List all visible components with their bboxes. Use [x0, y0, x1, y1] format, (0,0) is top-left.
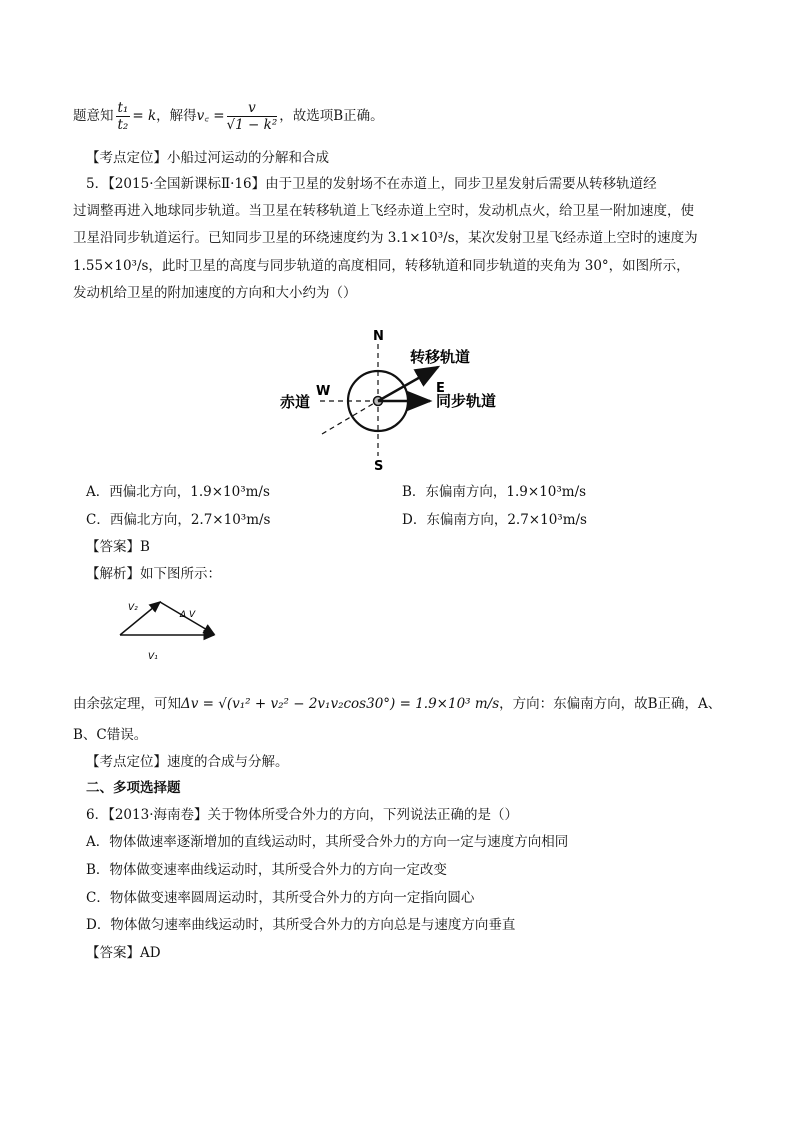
- label-w: W: [316, 384, 331, 399]
- option-c: C．西偏北方向，2.7×10³m/s: [86, 512, 271, 528]
- solution-line: [73, 100, 384, 133]
- text-lead: 题意知: [73, 108, 114, 124]
- q6-stem: 6．【2013·海南卷】关于物体所受合外力的方向，下列说法正确的是（）: [86, 807, 518, 823]
- equation-k: = k: [132, 108, 157, 124]
- fraction-t1-t2: $\frac{\text{t₁}}{\text{t₂}}$: [117, 100, 129, 133]
- label-dv: Δ V: [180, 610, 196, 620]
- label-transfer-orbit: 转移轨道: [410, 348, 471, 366]
- q5-line-3: 卫星沿同步轨道运行。已知同步卫星的环绕速度约为 3.1×10³/s，某次发射卫星飞经赤道上空时的速度为: [73, 230, 698, 246]
- label-n: N: [373, 329, 384, 344]
- q6-option-a: A．物体做速率逐渐增加的直线运动时，其所受合外力的方向一定与速度方向相同: [86, 834, 569, 850]
- text-tail: ，故选项B正确。: [279, 108, 384, 124]
- kaodian-2: 【考点定位】速度的合成与分解。: [86, 754, 289, 770]
- q5-line-5: 发动机给卫星的附加速度的方向和大小约为（）: [73, 285, 357, 301]
- vector-triangle: [110, 595, 230, 665]
- option-d: D．东偏南方向，2.7×10³m/s: [402, 512, 587, 528]
- q5-line-4: 1.55×10³/s，此时卫星的高度与同步轨道的高度相同，转移轨道和同步轨道的夹角为 30°，如图所示，: [73, 258, 690, 274]
- cosine-law-line: 由余弦定理，可知Δv = √(v₁² + v₂² − 2v₁v₂cos30°) = 1.9×10³ m/s，方向：东偏南方向，故B正确，A、: [73, 696, 722, 712]
- label-e: E: [436, 381, 445, 396]
- analysis-5: 【解析】如下图所示：: [86, 566, 221, 582]
- option-a: A．西偏北方向，1.9×10³m/s: [86, 484, 270, 500]
- q6-option-d: D．物体做匀速率曲线运动时，其所受合外力的方向总是与速度方向垂直: [86, 917, 516, 933]
- q6-option-b: B．物体做变速率曲线运动时，其所受合外力的方向一定改变: [86, 862, 447, 878]
- answer-5: 【答案】B: [86, 539, 150, 555]
- label-v2: V₂: [128, 603, 138, 613]
- fraction-v: $\frac{v}{\text{√1 − k²}}$: [226, 100, 278, 133]
- q5-line-1: 5．【2015·全国新课标Ⅱ·16】由于卫星的发射场不在赤道上，同步卫星发射后需要从转移轨道经: [86, 176, 657, 192]
- section-title: 二、多项选择题: [86, 780, 181, 796]
- label-equator: 赤道: [280, 393, 311, 411]
- equation-vc: v꜀ =: [196, 108, 225, 124]
- q6-option-c: C．物体做变速率圆周运动时，其所受合外力的方向一定指向圆心: [86, 890, 475, 906]
- label-s: S: [374, 459, 384, 474]
- orbit-diagram: [270, 322, 530, 482]
- option-b: B．东偏南方向，1.9×10³m/s: [402, 484, 587, 500]
- text-mid: ，解得: [156, 108, 197, 124]
- cosine-law-line-2: B、C错误。: [73, 727, 148, 743]
- kaodian-1: 【考点定位】小船过河运动的分解和合成: [86, 150, 329, 166]
- label-v1: V₁: [148, 652, 158, 662]
- vector-v2: [120, 602, 160, 635]
- answer-6: 【答案】AD: [86, 945, 161, 961]
- q5-line-2: 过调整再进入地球同步轨道。当卫星在转移轨道上飞经赤道上空时，发动机点火，给卫星一附加速度，使: [73, 203, 694, 219]
- cosine-formula: Δv = √(v₁² + v₂² − 2v₁v₂cos30°) = 1.9×10³ m/s: [181, 696, 500, 712]
- label-sync-orbit: 同步轨道: [436, 392, 497, 410]
